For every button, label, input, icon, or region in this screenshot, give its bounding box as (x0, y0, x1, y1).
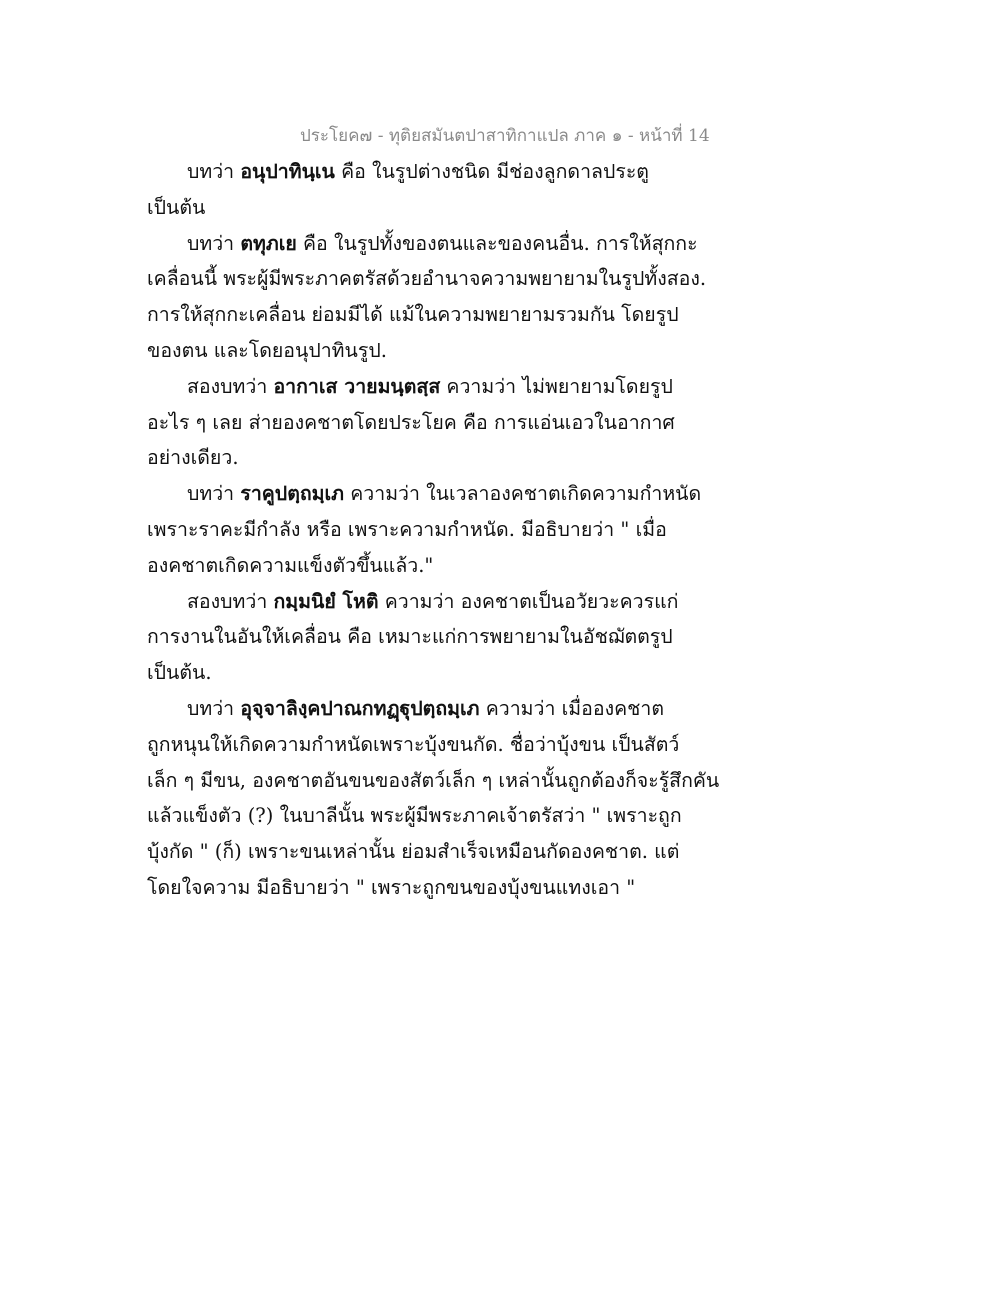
paragraph (147, 476, 707, 583)
pali-term: อากาเส วายมนฺตสฺส (273, 374, 441, 398)
text-line: แล้วแข็งตัว (?) ในบาลีนั้น พระผู้มีพระภาคเจ้าตรัสว่า " เพราะถูก (147, 804, 682, 828)
pali-term: กมฺมนิยํ โหติ (273, 589, 379, 613)
text-line: อย่างเดียว. (147, 446, 239, 470)
running-header: ประโยค๗ - ทุติยสมันตปาสาทิกาแปล ภาค ๑ - หน้าที่ 14 (300, 126, 710, 146)
document-body (147, 154, 720, 906)
pali-term: ราคูปตฺถมฺเภ (240, 482, 345, 506)
pali-term: ตทุภเย (240, 231, 297, 255)
paragraph (147, 369, 707, 476)
paragraph (147, 154, 707, 226)
text-line: การให้สุกกะเคลื่อน ย่อมมีได้ แม้ในความพยายามรวมกัน โดยรูป (147, 303, 679, 327)
text-line: บทว่า อนุปาทินฺเน คือ ในรูปต่างชนิด มีช่องลูกดาลประตู (187, 160, 649, 183)
text-line: เล็ก ๆ มีขน, องคชาตอันขนของสัตว์เล็ก ๆ เหล่านั้นถูกต้องก็จะรู้สึกคัน (147, 768, 720, 792)
text-line: บทว่า อุจฺจาลิงฺคปาณกทฏฺฐุปตฺถมฺเภ ความว่า เมื่อองคชาต (187, 696, 664, 720)
text-line: เพราะราคะมีกำลัง หรือ เพราะความกำหนัด. มีอธิบายว่า " เมื่อ (147, 517, 667, 541)
text-line: โดยใจความ มีอธิบายว่า " เพราะถูกขนของบุ้งขนแทงเอา " (147, 875, 636, 899)
text-line: เป็นต้น. (147, 661, 212, 685)
text-line: บทว่า ราคูปตฺถมฺเภ ความว่า ในเวลาองคชาตเกิดความกำหนัด (187, 482, 702, 506)
text-line: สองบทว่า อากาเส วายมนฺตสฺส ความว่า ไม่พยายามโดยรูป (187, 374, 673, 398)
text-line: บุ้งกัด " (ก็) เพราะขนเหล่านั้น ย่อมสำเร็จเหมือนกัดองคชาต. แต่ (147, 840, 680, 864)
text-line: เคลื่อนนี้ พระผู้มีพระภาคตรัสด้วยอำนาจความพยายามในรูปทั้งสอง. (147, 267, 707, 291)
paragraph (147, 584, 707, 691)
text-line: สองบทว่า กมฺมนิยํ โหติ ความว่า องคชาตเป็นอวัยวะควรแก่ (187, 589, 679, 613)
paragraph (147, 691, 720, 906)
pali-term: อุจฺจาลิงฺคปาณกทฏฺฐุปตฺถมฺเภ (240, 696, 480, 720)
text-line: ของตน และโดยอนุปาทินรูป. (147, 338, 387, 362)
text-line: เป็นต้น (147, 195, 206, 219)
paragraph (147, 226, 707, 369)
text-line: อะไร ๆ เลย ส่ายองคชาตโดยประโยค คือ การแอ่นเอวในอากาศ (147, 410, 675, 434)
text-line: บทว่า ตทุภเย คือ ในรูปทั้งของตนและของคนอื่น. การให้สุกกะ (187, 231, 698, 255)
text-line: ถูกหนุนให้เกิดความกำหนัดเพราะบุ้งขนกัด. ชื่อว่าบุ้งขน เป็นสัตว์ (147, 732, 680, 756)
pali-term: อนุปาทินฺเน (240, 160, 335, 183)
text-line: องคชาตเกิดความแข็งตัวขึ้นแล้ว." (147, 553, 434, 577)
text-line: การงานในอันให้เคลื่อน คือ เหมาะแก่การพยายามในอัชฌัตตรูป (147, 625, 673, 649)
